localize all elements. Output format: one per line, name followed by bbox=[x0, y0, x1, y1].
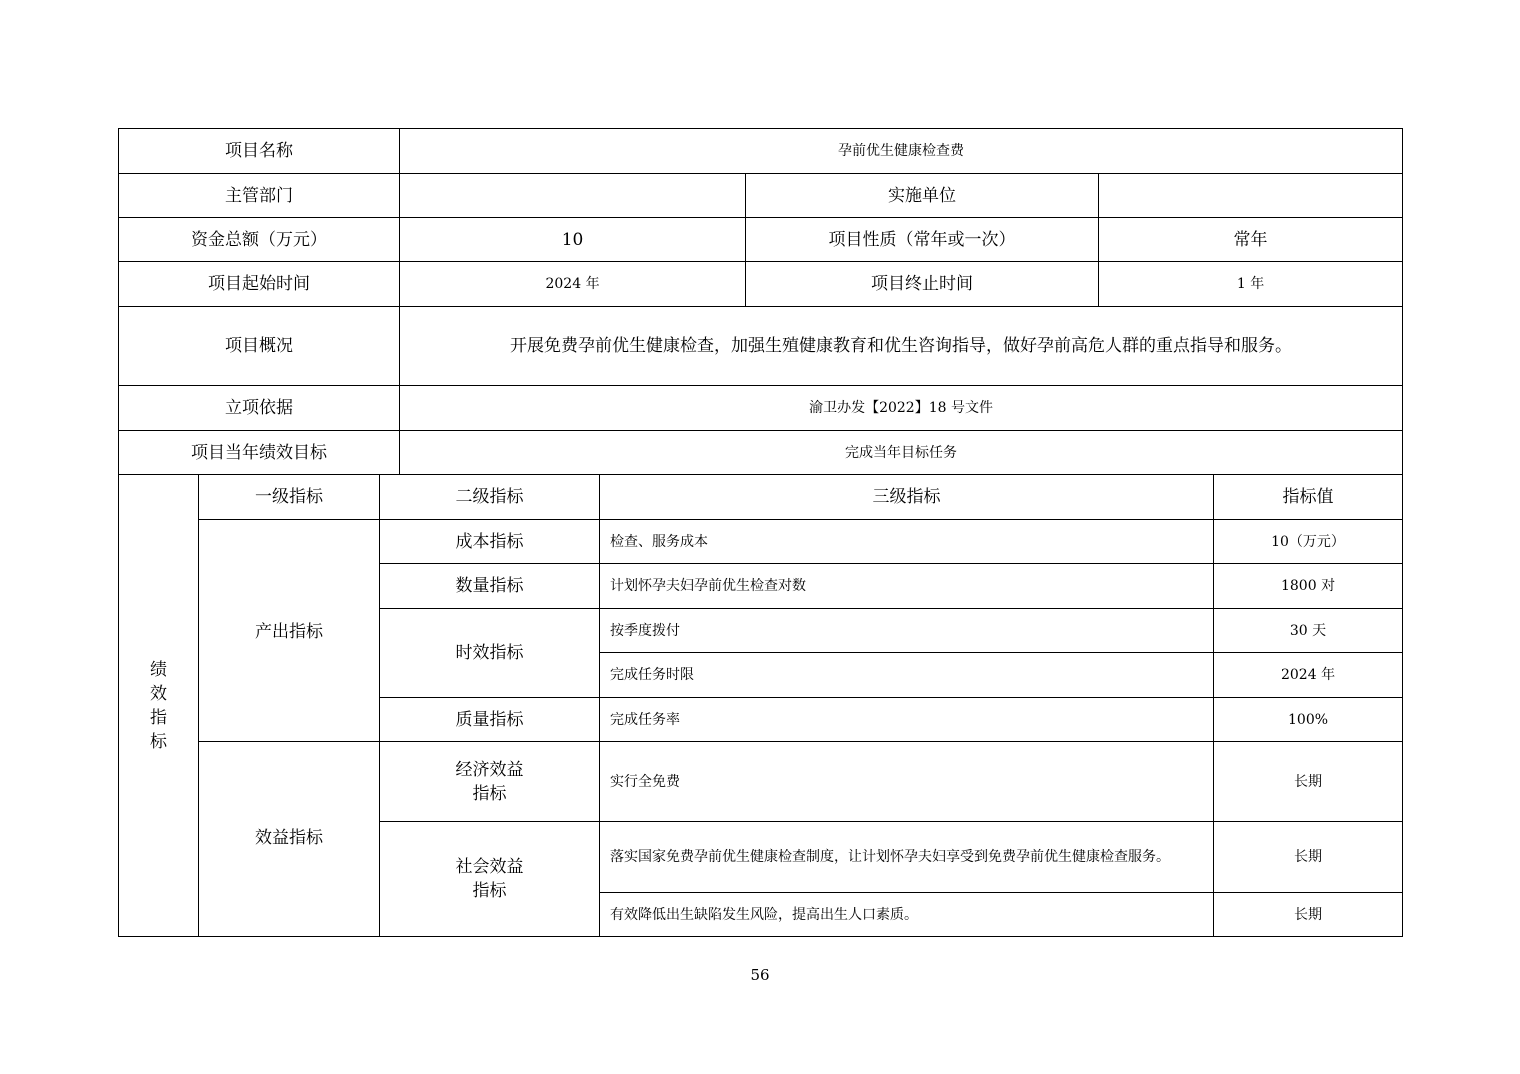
social-value-2: 长期 bbox=[1214, 893, 1403, 937]
page-number: 56 bbox=[750, 966, 770, 984]
basis-value: 渝卫办发【2022】18 号文件 bbox=[400, 386, 1403, 431]
economic-item: 实行全免费 bbox=[600, 742, 1214, 822]
quantity-item: 计划怀孕夫妇孕前优生检查对数 bbox=[600, 564, 1214, 609]
time-value-2: 2024 年 bbox=[1214, 653, 1403, 698]
goal-value: 完成当年目标任务 bbox=[400, 431, 1403, 475]
performance-goal-table bbox=[118, 128, 1403, 937]
start-value: 2024 年 bbox=[400, 262, 746, 307]
row-time bbox=[119, 262, 1403, 307]
social-label-line2: 指标 bbox=[472, 881, 507, 901]
goal-label: 项目当年绩效目标 bbox=[119, 431, 400, 475]
end-label: 项目终止时间 bbox=[746, 262, 1099, 307]
fund-value: 10 bbox=[400, 218, 746, 262]
economic-label-line1: 经济效益 bbox=[455, 759, 524, 780]
quality-item: 完成任务率 bbox=[600, 698, 1214, 742]
start-label: 项目起始时间 bbox=[119, 262, 400, 307]
social-item-1: 落实国家免费孕前优生健康检查制度，让计划怀孕夫妇享受到免费孕前优生健康检查服务。 bbox=[600, 822, 1214, 893]
quality-label: 质量指标 bbox=[380, 698, 600, 742]
side-char: 指 bbox=[150, 707, 167, 728]
row-indicator-headers bbox=[119, 475, 1403, 520]
quantity-label: 数量指标 bbox=[380, 564, 600, 609]
output-indicator-label: 产出指标 bbox=[199, 520, 380, 742]
time-item-1: 按季度拨付 bbox=[600, 609, 1214, 653]
row-overview bbox=[119, 307, 1403, 386]
basis-label: 立项依据 bbox=[119, 386, 400, 431]
benefit-indicator-label: 效益指标 bbox=[199, 742, 380, 937]
unit-label: 实施单位 bbox=[746, 174, 1099, 218]
row-goal bbox=[119, 431, 1403, 475]
row-project-name bbox=[119, 129, 1403, 174]
fund-label: 资金总额（万元） bbox=[119, 218, 400, 262]
header-level1: 一级指标 bbox=[199, 475, 380, 520]
social-value-1: 长期 bbox=[1214, 822, 1403, 893]
project-name-label: 项目名称 bbox=[119, 129, 400, 174]
quantity-value: 1800 对 bbox=[1214, 564, 1403, 609]
social-label-line1: 社会效益 bbox=[455, 857, 524, 877]
social-item-2: 有效降低出生缺陷发生风险，提高出生人口素质。 bbox=[600, 893, 1214, 937]
row-basis bbox=[119, 386, 1403, 431]
economic-value: 长期 bbox=[1214, 742, 1403, 822]
economic-label bbox=[380, 742, 600, 822]
quality-value: 100% bbox=[1214, 698, 1403, 742]
row-dept bbox=[119, 174, 1403, 218]
header-level2: 二级指标 bbox=[380, 475, 600, 520]
time-item-2: 完成任务时限 bbox=[600, 653, 1214, 698]
dept-label: 主管部门 bbox=[119, 174, 400, 218]
economic-label-line2: 指标 bbox=[472, 783, 507, 804]
side-char: 效 bbox=[150, 683, 167, 704]
nature-label: 项目性质（常年或一次） bbox=[746, 218, 1099, 262]
nature-value: 常年 bbox=[1099, 218, 1403, 262]
social-label bbox=[380, 822, 600, 937]
side-char: 绩 bbox=[150, 659, 167, 680]
dept-value bbox=[400, 174, 746, 218]
row-economic bbox=[119, 742, 1403, 822]
end-value: 1 年 bbox=[1099, 262, 1403, 307]
cost-item: 检查、服务成本 bbox=[600, 520, 1214, 564]
side-char: 标 bbox=[150, 731, 167, 752]
cost-value: 10（万元） bbox=[1214, 520, 1403, 564]
unit-value bbox=[1099, 174, 1403, 218]
project-name-value: 孕前优生健康检查费 bbox=[400, 129, 1403, 174]
time-label: 时效指标 bbox=[380, 609, 600, 698]
overview-label: 项目概况 bbox=[119, 307, 400, 386]
cost-label: 成本指标 bbox=[380, 520, 600, 564]
time-value-1: 30 天 bbox=[1214, 609, 1403, 653]
overview-value: 开展免费孕前优生健康检查，加强生殖健康教育和优生咨询指导，做好孕前高危人群的重点指导和服务。 bbox=[400, 307, 1403, 386]
indicator-side-label bbox=[119, 475, 199, 937]
header-value: 指标值 bbox=[1214, 475, 1403, 520]
header-level3: 三级指标 bbox=[600, 475, 1214, 520]
row-fund bbox=[119, 218, 1403, 262]
row-cost bbox=[119, 520, 1403, 564]
